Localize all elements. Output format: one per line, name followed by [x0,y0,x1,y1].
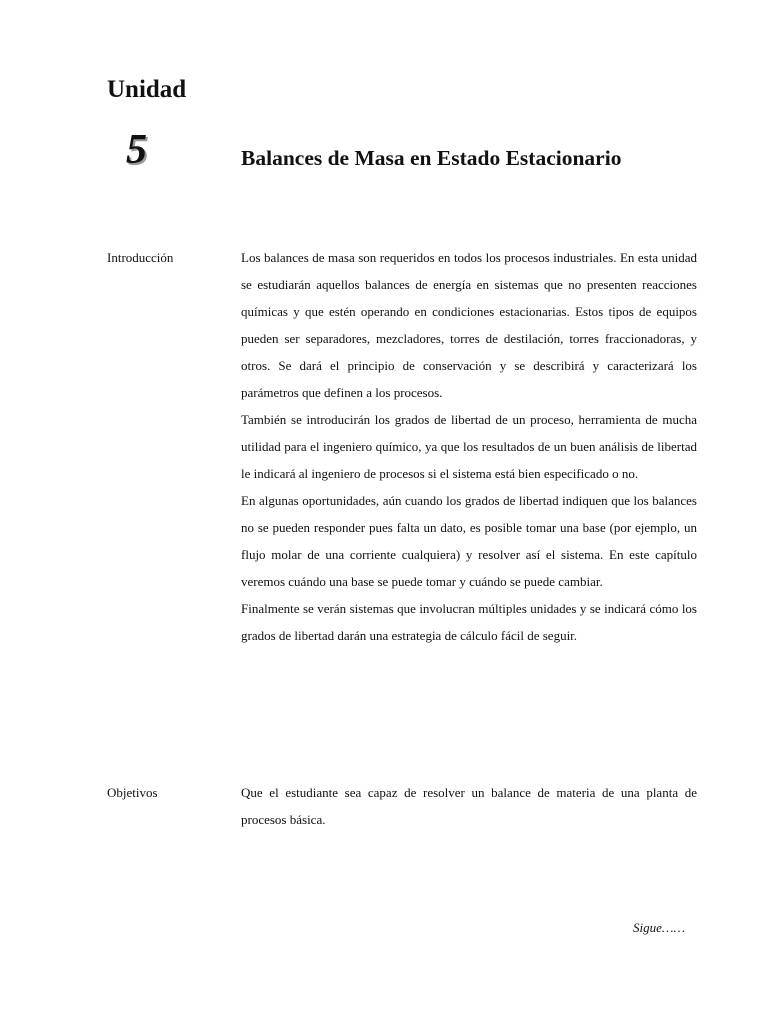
page-title: Balances de Masa en Estado Estacionario [241,146,622,170]
section-label-objetivos: Objetivos [107,785,158,800]
paragraph: Que el estudiante sea capaz de resolver un balance de materia de una planta de procesos básica. [241,785,697,827]
paragraph: Los balances de masa son requeridos en todos los procesos industriales. En esta unidad se estudiarán aquellos balances de energía en sistemas que no presenten reacciones químicas y que estén operando en condiciones estacionarias. Estos tipos de equipos pueden ser separadores, mezcladores, torres de destilación, torres fraccionadoras, y otros. Se dará el principio de conservación y se describirá y caracterizará los parámetros que definen a los procesos. [241,250,697,400]
unit-number: 5 [126,127,147,173]
section-body-objetivos [241,779,697,833]
unit-label: Unidad [107,76,187,103]
section-body-introduccion [241,244,697,649]
paragraph: También se introducirán los grados de libertad de un proceso, herramienta de mucha utilidad para el ingeniero químico, ya que los resultados de un buen análisis de libertad le indicará al ingeniero de procesos si el sistema está bien especificado o no. [241,412,697,481]
paragraph: Finalmente se verán sistemas que involucran múltiples unidades y se indicará cómo los grados de libertad darán una estrategia de cálculo fácil de seguir. [241,601,697,643]
paragraph: En algunas oportunidades, aún cuando los grados de libertad indiquen que los balances no se pueden responder pues falta un dato, es posible tomar una base (por ejemplo, un flujo molar de una corriente cualquiera) y resolver así el sistema. En este capítulo veremos cuándo una base se puede tomar y cuándo se puede cambiar. [241,493,697,589]
continue-note: Sigue…… [633,920,685,935]
section-label-introduccion: Introducción [107,250,174,265]
